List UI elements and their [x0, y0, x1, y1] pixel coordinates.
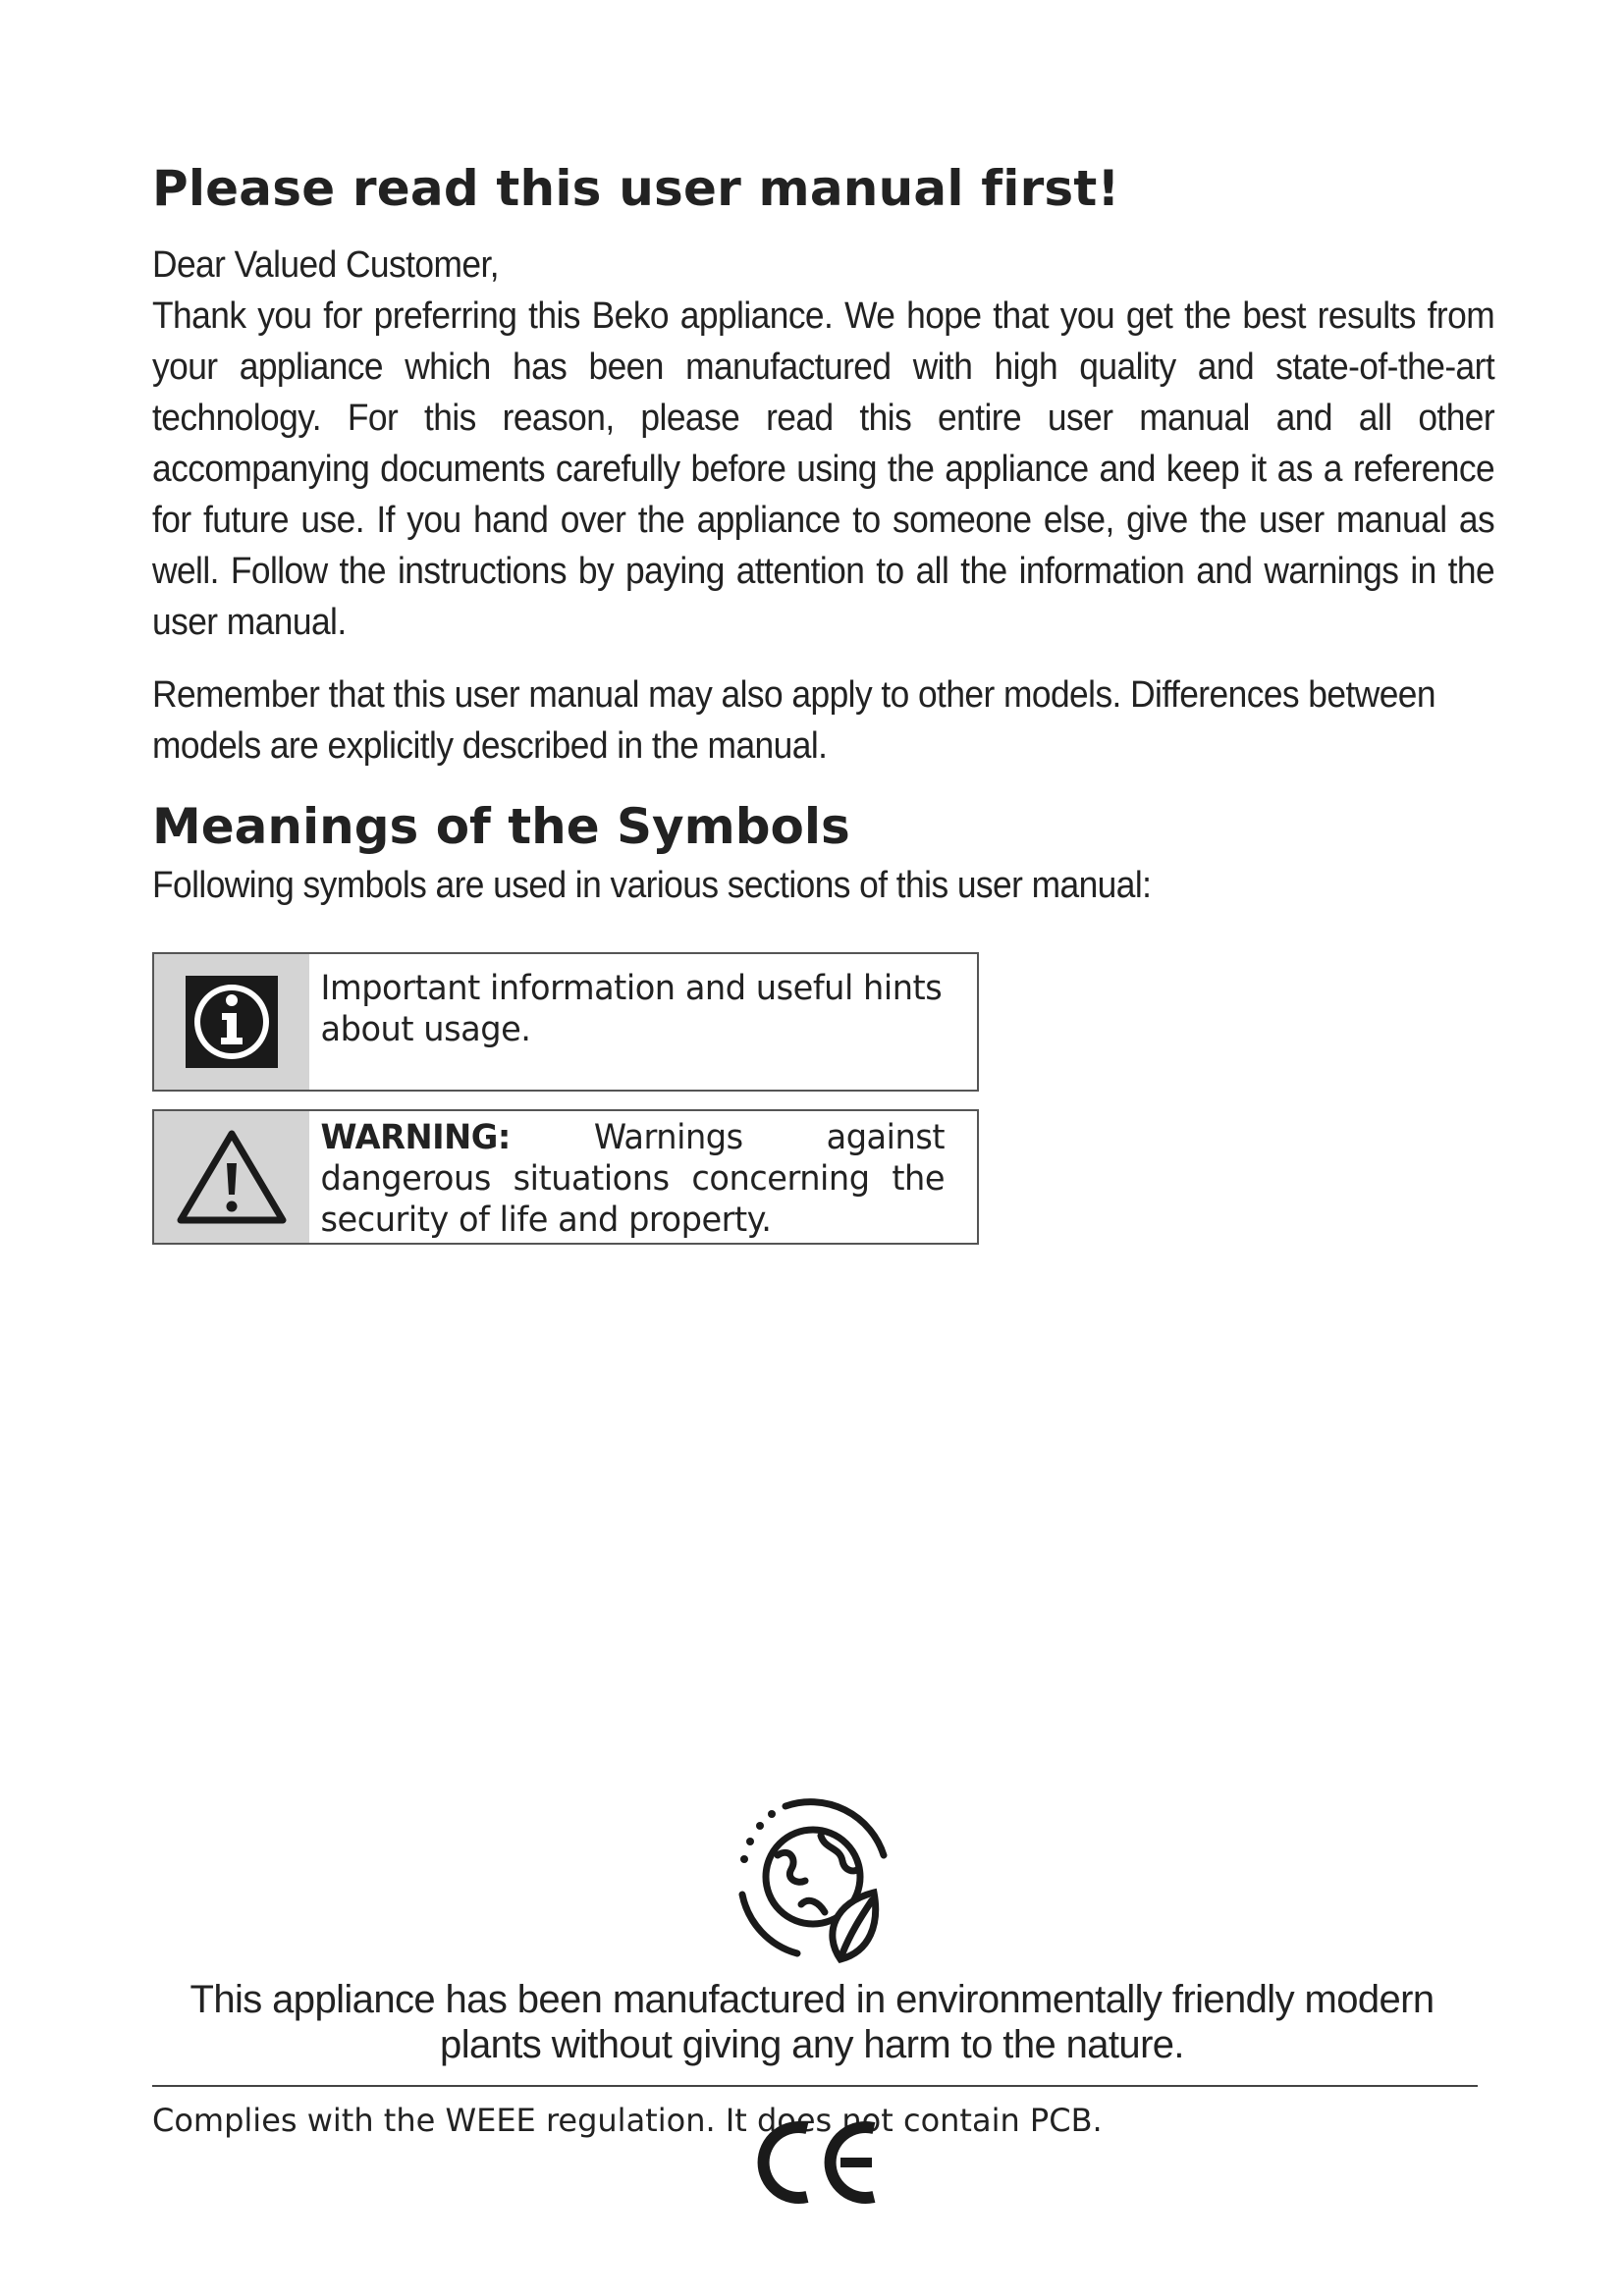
- info-symbol-text: Important information and useful hints about usage.: [320, 969, 943, 1049]
- symbols-intro-text: Following symbols are used in various sections of this user manual:: [152, 865, 1152, 906]
- eco-statement: This appliance has been manufactured in environmentally friendly modern plants without giving any harm to the nature.: [189, 1978, 1435, 2066]
- ce-mark-icon: [746, 2118, 884, 2207]
- weee-compliance-text: Complies with the WEEE regulation. It does not contain PCB.: [152, 2102, 1103, 2139]
- info-symbol-description: [309, 954, 950, 1090]
- symbols-section-title: Meanings of the Symbols: [152, 798, 850, 855]
- models-note-paragraph: Remember that this user manual may also apply to other models. Differences between models are explicitly described in the manual.: [152, 674, 1436, 767]
- footer-divider: [152, 2085, 1478, 2087]
- page-title: Please read this user manual first!: [152, 160, 1120, 217]
- warning-symbol-description: [309, 1111, 950, 1243]
- warning-symbol-cell: [154, 1111, 309, 1243]
- warning-label: WARNING:: [320, 1118, 511, 1157]
- info-symbol-cell: [154, 954, 309, 1090]
- info-symbol-box: [152, 952, 979, 1092]
- eco-globe-leaf-icon: [727, 1787, 903, 1973]
- warning-symbol-box: [152, 1109, 979, 1245]
- info-icon: [186, 976, 278, 1068]
- greeting-text: Dear Valued Customer,: [152, 244, 499, 286]
- warning-symbol-text: Warnings against dangerous situations concerning the security of life and property.: [320, 1118, 946, 1240]
- warning-triangle-icon: [175, 1128, 289, 1226]
- intro-paragraph: Thank you for preferring this Beko appliance. We hope that you get the best results from your appliance which has been manufactured with high quality and state-of-the-art technology. For this reason, please read this entire user manual and all other accompanying documents carefully before using the appliance and keep it as a reference for future use. If you hand over the appliance to someone else, give the user manual as well. Follow the instructions by paying attention to all the information and warnings in the user manual.: [152, 295, 1495, 643]
